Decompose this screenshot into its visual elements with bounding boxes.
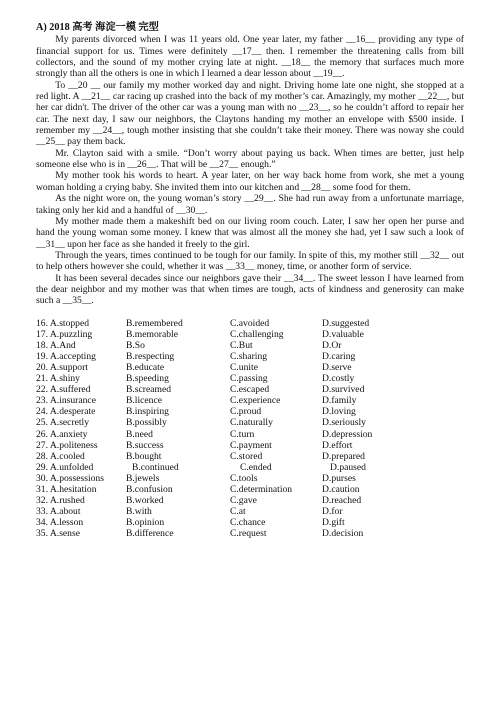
document-title: A) 2018 高考 海淀一模 完型 (36, 22, 159, 33)
option-c: C.chance (230, 517, 266, 529)
passage-paragraph-2: To __20 __ our family my mother worked day and night. Driving home late one night, she stopped at a red light. A __21__ car racing up crashed into the back of my mother’s car. Amazingly, my mother __22__, but her car didn't. The driver of the other car was a young man with no __23__, so he couldn’t afford to repair her car. The next day, I saw our neighbors, the Claytons handing my mother an envelope with $500 inside. I remember my __24__, tough mother insisting that she couldn’t take their money. There was noway she could __25__ pay them back. (36, 79, 464, 148)
option-row (36, 506, 464, 517)
option-row (36, 484, 464, 495)
option-c: C.stored (230, 450, 263, 462)
option-c: C.at (230, 506, 246, 518)
passage-paragraph-4: My mother took his words to heart. A year later, on her way back home from work, she met a young woman holding a crying baby. She invited them into our kitchen and __28__ some food for them. (36, 170, 464, 193)
answer-options (36, 318, 464, 540)
option-c: C.turn (230, 428, 255, 440)
document-page (36, 22, 464, 539)
option-a: 32. A.rushed (36, 495, 85, 507)
option-row (36, 351, 464, 362)
option-d: D.valuable (322, 328, 364, 340)
option-row (36, 384, 464, 395)
option-a: 35. A.sense (36, 528, 80, 540)
option-b: B.with (126, 506, 152, 518)
option-d: D.for (322, 506, 343, 518)
option-d: D.caution (322, 484, 360, 495)
option-d: D.seriously (322, 417, 366, 429)
option-c: C.proud (230, 406, 262, 418)
option-c: C.escaped (230, 384, 270, 396)
option-row (36, 395, 464, 406)
option-a: 24. A.desperate (36, 406, 96, 418)
option-c: C.naturally (230, 417, 273, 429)
option-b: B.bought (126, 450, 162, 462)
option-c: C.gave (230, 495, 257, 507)
option-d: D.paused (330, 461, 366, 473)
option-a: 25. A.secretly (36, 417, 90, 429)
option-row (36, 406, 464, 417)
option-row (36, 517, 464, 528)
option-c: C.tools (230, 472, 258, 484)
option-c: C.But (230, 339, 253, 351)
option-row (36, 373, 464, 384)
option-b: B.continued (132, 461, 179, 473)
option-row (36, 318, 464, 329)
option-b: B.So (126, 339, 145, 351)
option-b: B.confusion (126, 484, 173, 495)
option-b: B.screamed (126, 384, 172, 396)
option-c: C.ended (240, 461, 272, 473)
option-row (36, 451, 464, 462)
passage-paragraph-8: It has been several decades since our neighbors gave their __34__. The sweet lesson I have learned from the dear neighbor and my mother was that when times are tough, acts of kindness and generosity can make such a __35__. (36, 272, 464, 307)
option-a: 31. A.hesitation (36, 484, 97, 495)
option-d: D.costly (322, 373, 355, 385)
option-b: B.need (126, 428, 153, 440)
option-b: B.licence (126, 395, 162, 407)
option-b: B.respecting (126, 350, 175, 362)
option-row (36, 462, 464, 473)
option-b: B.success (126, 439, 164, 451)
option-d: D.purses (322, 472, 356, 484)
option-row (36, 440, 464, 451)
option-b: B.memorable (126, 328, 178, 340)
option-row (36, 495, 464, 506)
option-c: C.avoided (230, 317, 270, 329)
option-row (36, 473, 464, 484)
option-c: C.determination (230, 484, 293, 495)
option-a: 34. A.lesson (36, 517, 84, 529)
option-d: D.prepared (322, 450, 365, 462)
option-d: D.survived (322, 384, 365, 396)
passage-paragraph-6: My mother made them a makeshift bed on our living room couch. Later, I saw her open her purse and hand the young woman some money. I knew that was almost all the money she had, yet I saw such a look of __31__ upon her face as she handed it freely to the girl. (36, 215, 464, 250)
option-b: B.inspiring (126, 406, 169, 418)
option-a: 18. A.And (36, 339, 76, 351)
option-a: 17. A.puzzling (36, 328, 93, 340)
option-row (36, 340, 464, 351)
option-c: C.request (230, 528, 267, 540)
option-c: C.payment (230, 439, 272, 451)
option-b: B.difference (126, 528, 174, 540)
option-d: D.reached (322, 495, 362, 507)
option-row (36, 429, 464, 440)
option-a: 21. A.shiny (36, 373, 80, 385)
option-b: B.remembered (126, 317, 183, 329)
option-b: B.opinion (126, 517, 165, 529)
option-b: B.educate (126, 361, 165, 373)
option-b: B.speeding (126, 373, 169, 385)
option-d: D.Or (322, 339, 342, 351)
option-b: B.jewels (126, 472, 160, 484)
option-a: 20. A.support (36, 361, 88, 373)
option-c: C.unite (230, 361, 258, 373)
option-d: D.decision (322, 528, 364, 540)
option-a: 26. A.anxiety (36, 428, 88, 440)
passage-paragraph-7: Through the years, times continued to be tough for our family. In spite of this, my mother still __32__ out to help others however she could, whether it was __33__ money, time, or another form of service. (36, 249, 464, 273)
option-a: 22. A.suffered (36, 384, 91, 396)
option-d: D.loving (322, 406, 356, 418)
passage-paragraph-1: My parents divorced when I was 11 years old. One year later, my father __16__ providing any type of financial support for us. Times were definitely __17__ then. I remember the threatening calls from bill collectors, and the sound of my mother crying late at night. __18__ the memory that surfaces much more strongly than all the others is one in which I learned a dear lesson about __19__. (36, 34, 464, 80)
option-c: C.sharing (230, 350, 268, 362)
option-d: D.serve (322, 361, 352, 373)
option-b: B.worked (126, 495, 164, 507)
option-c: C.passing (230, 373, 268, 385)
option-a: 28. A.cooled (36, 450, 85, 462)
option-d: D.caring (322, 350, 356, 362)
passage-paragraph-5: As the night wore on, the young woman’s story __29__. She had run away from a unfortunate marriage, taking only her kid and a handful of __30__. (36, 193, 464, 216)
option-row (36, 417, 464, 428)
option-a: 16. A.stopped (36, 317, 90, 329)
option-d: D.gift (322, 517, 345, 529)
option-row (36, 362, 464, 373)
option-a: 27. A.politeness (36, 439, 98, 451)
option-a: 29. A.unfolded (36, 461, 94, 473)
option-d: D.family (322, 395, 357, 407)
option-d: D.suggested (322, 317, 370, 329)
option-c: C.experience (230, 395, 281, 407)
option-a: 23. A.insurance (36, 395, 96, 407)
option-b: B.possibly (126, 417, 167, 429)
option-c: C.challenging (230, 328, 284, 340)
option-d: D.depression (322, 428, 373, 440)
option-row (36, 528, 464, 539)
option-a: 30. A.possessions (36, 472, 104, 484)
passage-paragraph-3: Mr. Clayton said with a smile. “Don’t worry about paying us back. When times are better, just help someone else who is in __26__. That will be __27__ enough.” (36, 147, 464, 171)
option-a: 33. A.about (36, 506, 81, 518)
option-d: D.effort (322, 439, 353, 451)
option-row (36, 329, 464, 340)
option-a: 19. A.accepting (36, 350, 96, 362)
